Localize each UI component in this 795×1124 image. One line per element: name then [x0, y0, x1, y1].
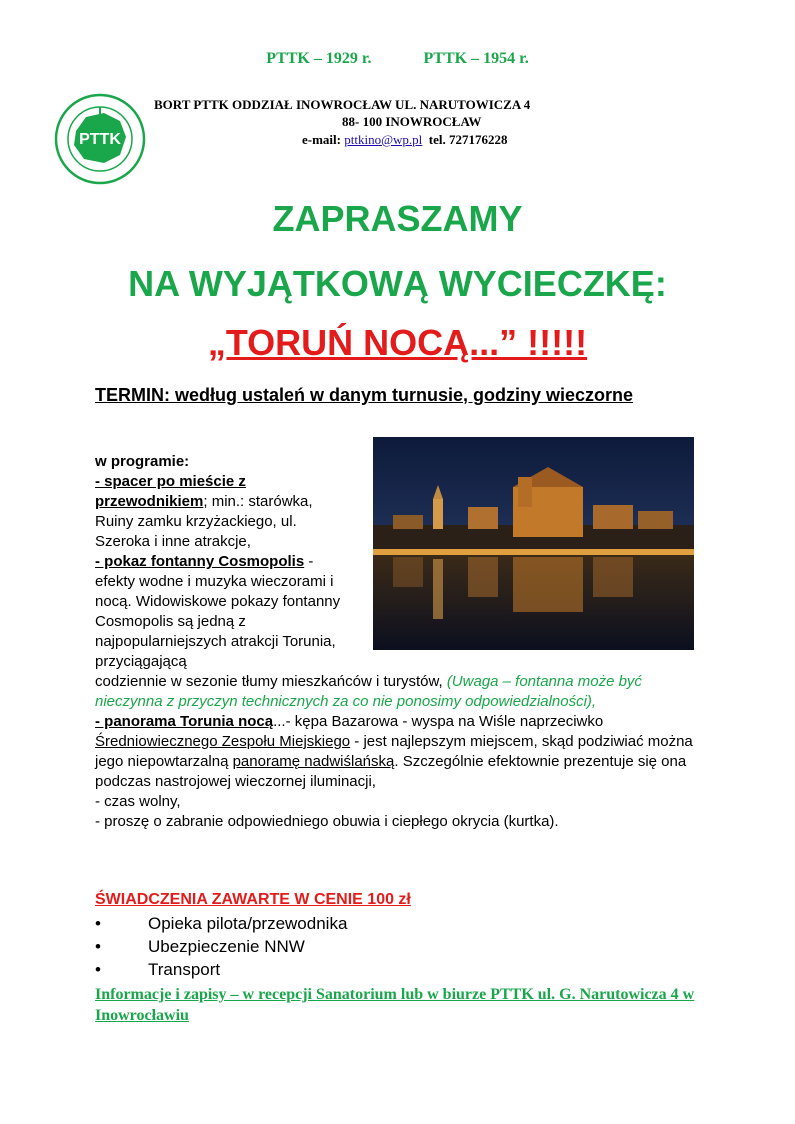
program-item3-text-b: - jest najlepszym miejscem, skąd podziwiać można jego niepowtarzalną [95, 733, 693, 770]
program-item2-title: - pokaz fontanny Cosmopolis [95, 553, 305, 570]
program-item2-text-b: codziennie w sezonie tłumy mieszkańców i turystów, [95, 673, 447, 690]
logo-text: PTTK [79, 131, 121, 148]
program-wide [95, 672, 705, 832]
phone: tel. 727176228 [428, 132, 508, 147]
benefit-item: • Ubezpieczenie NNW [95, 935, 347, 958]
year-right: PTTK – 1954 r. [423, 50, 529, 67]
program-item3-text-a: ...- kępa Bazarowa - wyspa na Wiśle naprzeciwko [273, 713, 604, 730]
email-label: e-mail: [302, 132, 341, 147]
heading-invite: ZAPRASZAMY [272, 198, 523, 239]
program-title: w programie: [95, 453, 190, 470]
program-item3-text-c: . Szczególnie efektownie prezentuje się ona podczas nastrojowej wieczornej iluminacji, [95, 753, 687, 790]
header-years [0, 50, 795, 68]
footer-info: Informacje i zapisy – w recepcji Sanatorium lub w biurze PTTK ul. G. Narutowicza 4 w Inowrocławiu [95, 986, 695, 1024]
email-link[interactable]: pttkino@wp.pl [344, 132, 423, 147]
program-item1-text: ; min.: starówka, Ruiny zamku krzyżackiego, ul. Szeroka i inne atrakcje, [95, 493, 313, 550]
program-item2-text-a: - efekty wodne i muzyka wieczorami i nocą. Widowiskowe pokazy fontanny Cosmopolis są jedną z najpopularniejszych atrakcji Torunia, przyciągającą [95, 553, 341, 670]
benefit-item: • Opieka pilota/przewodnika [95, 912, 347, 935]
program-item5: - proszę o zabranie odpowiedniego obuwia i ciepłego okrycia (kurtka). [95, 813, 559, 830]
contact-line [302, 131, 508, 148]
termin-text: TERMIN: według ustaleń w danym turnusie, godziny wieczorne [95, 385, 634, 405]
program-item3-link2: panoramę nadwiślańską [232, 753, 395, 770]
program-item3-link: Średniowiecznego Zespołu Miejskiego [95, 733, 351, 750]
year-left: PTTK – 1929 r. [266, 50, 372, 67]
benefits-list [95, 912, 347, 981]
pttk-logo [54, 93, 146, 185]
benefit-item: • Transport [95, 958, 347, 981]
program-narrow [95, 452, 355, 672]
program-item2-note: (Uwaga – fontanna może być nieczynna z przyczyn technicznych za co nie ponosimy odpowiedzialności), [95, 673, 642, 710]
program-item1-title: - spacer po mieście z przewodnikiem [95, 473, 246, 510]
heading-title-text: „TORUŃ NOCĄ...” !!!!! [207, 322, 588, 363]
address-line1: BORT PTTK ODDZIAŁ INOWROCŁAW UL. NARUTOWICZA 4 [154, 97, 531, 112]
address-line2: 88- 100 INOWROCŁAW [342, 114, 482, 129]
program-item4: - czas wolny, [95, 793, 181, 810]
program-body [95, 452, 705, 832]
heading-trip: NA WYJĄTKOWĄ WYCIECZKĘ: [128, 263, 667, 304]
heading-title [0, 322, 795, 364]
program-item3-title: - panorama Torunia nocą [95, 713, 274, 730]
benefits-title: ŚWIADCZENIA ZAWARTE W CENIE 100 zł [95, 891, 411, 908]
